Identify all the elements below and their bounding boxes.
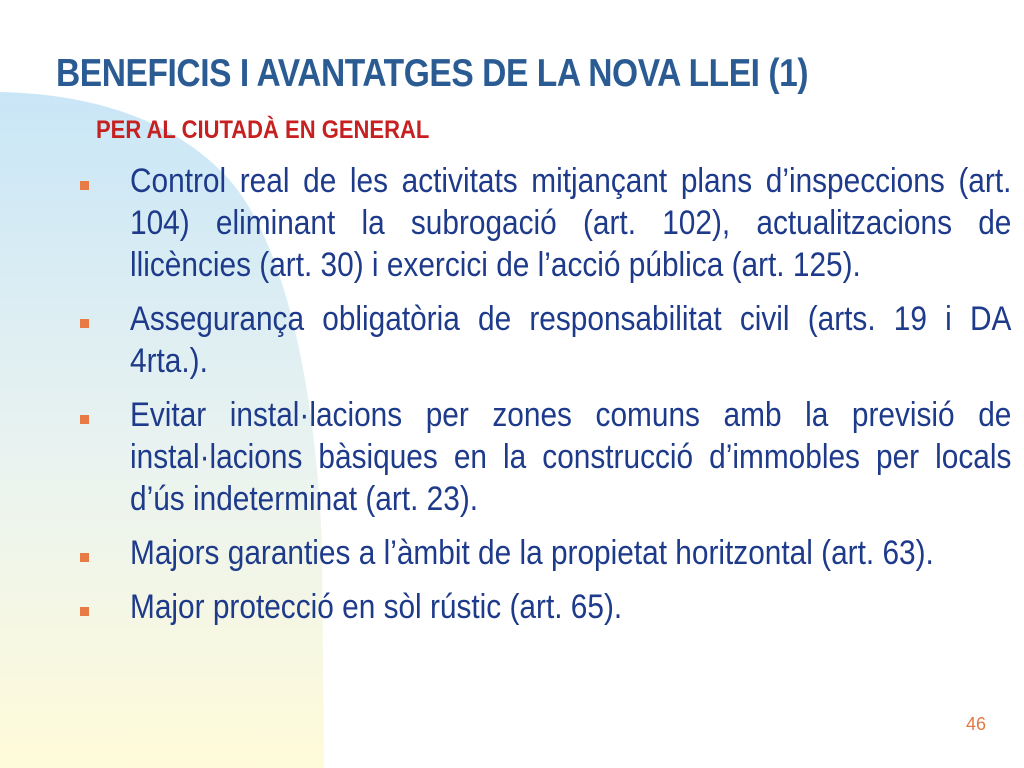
page-number: 46 (965, 714, 986, 734)
bullet-text: Major protecció en sòl rústic (art. 65). (130, 588, 623, 626)
square-bullet-icon (80, 415, 89, 424)
bullet-text: Assegurança obligatòria de responsabilitat civil (arts. 19 i DA 4rta.). (130, 300, 1012, 380)
bullet-list (0, 160, 1024, 640)
bullet-item (0, 532, 1024, 574)
square-bullet-icon (80, 553, 89, 562)
square-bullet-icon (80, 319, 89, 328)
square-bullet-icon (80, 181, 89, 190)
bullet-text: Evitar instal·lacions per zones comuns amb la previsió de instal·lacions bàsiques en la construcció d’immobles per locals d’ús indeterminat (art. 23). (130, 396, 1012, 518)
bullet-text: Majors garanties a l’àmbit de la propietat horitzontal (art. 63). (130, 534, 934, 572)
bullet-text: Control real de les activitats mitjançant plans d’inspeccions (art. 104) eliminant la subrogació (art. 102), actualitzacions de llicències (art. 30) i exercici de l’acció pública (art. 125). (130, 162, 1012, 284)
bullet-item (0, 394, 1024, 520)
square-bullet-icon (80, 607, 89, 616)
bullet-item (0, 586, 1024, 628)
bullet-item (0, 298, 1024, 382)
slide-title: BENEFICIS I AVANTATGES DE LA NOVA LLEI (1) (56, 52, 809, 95)
slide-subtitle: PER AL CIUTADÀ EN GENERAL (96, 116, 430, 144)
bullet-item (0, 160, 1024, 286)
